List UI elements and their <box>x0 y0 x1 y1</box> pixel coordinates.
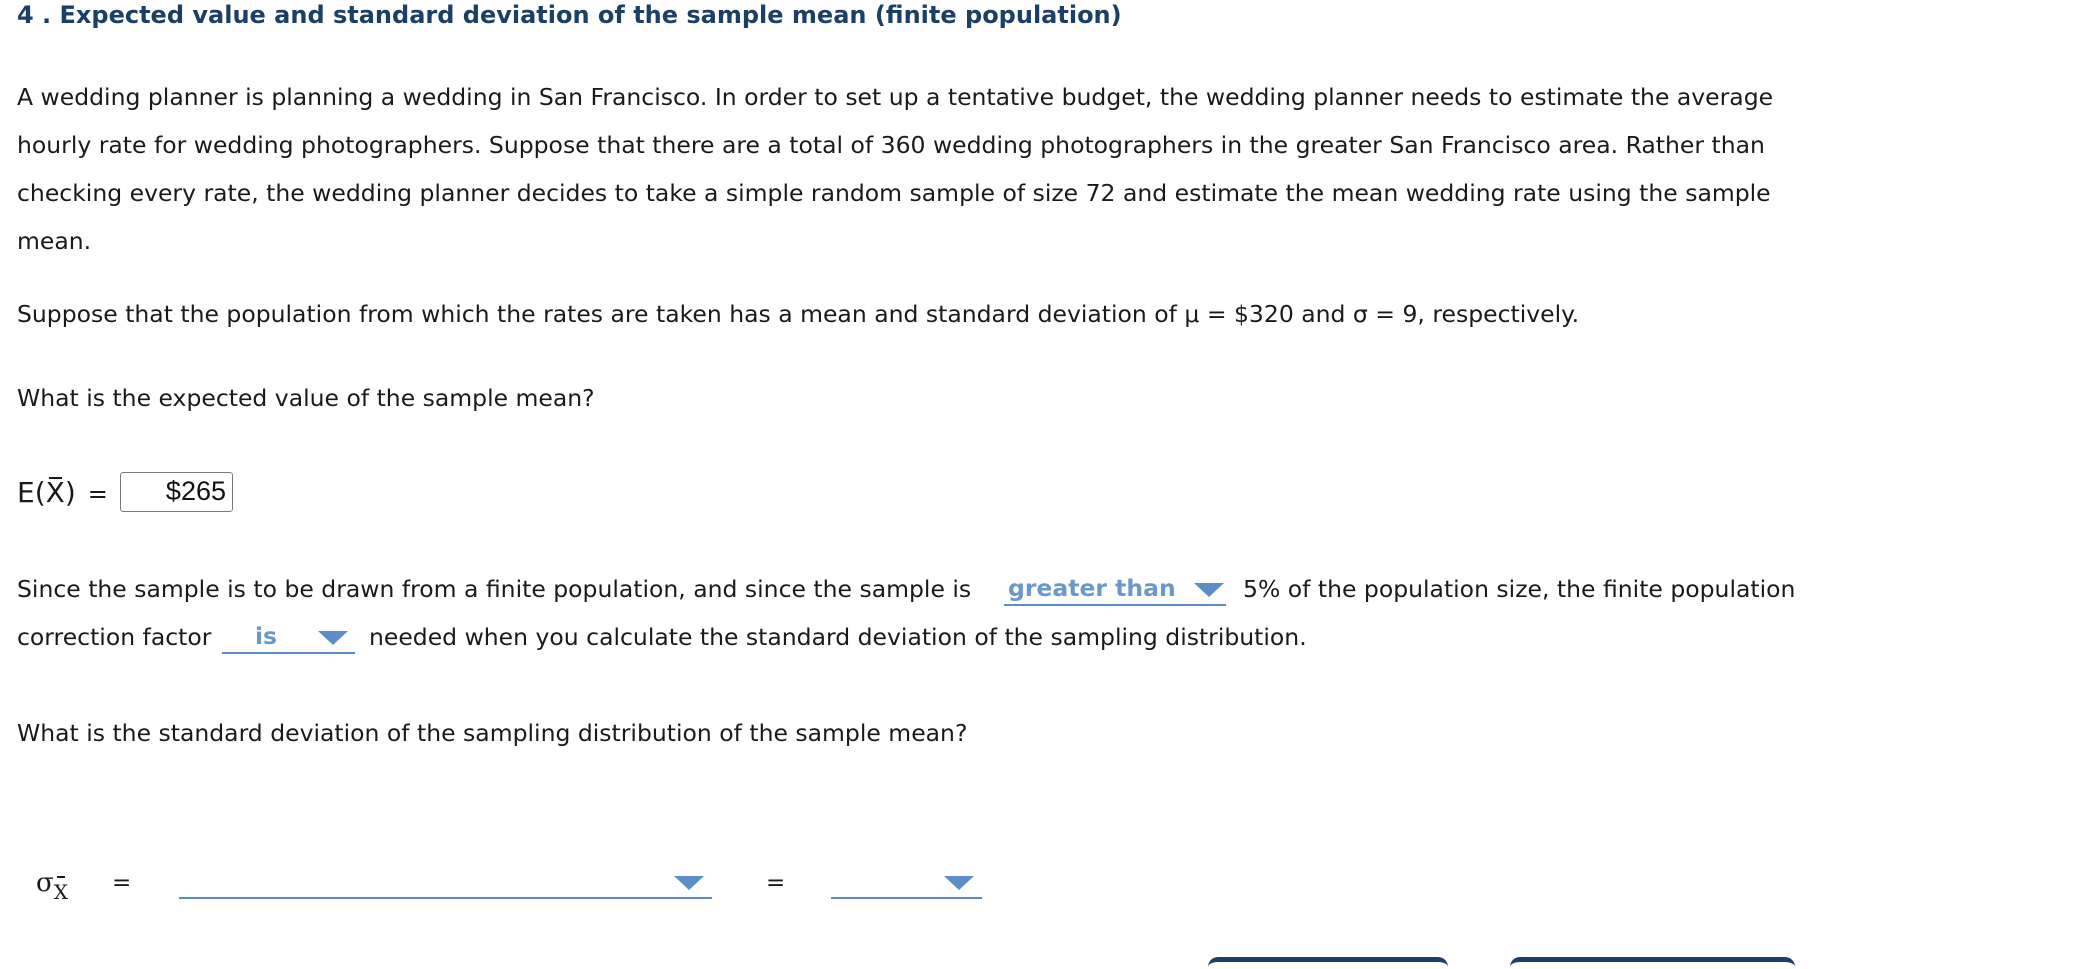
label-suffix: ) <box>64 476 76 509</box>
sigma-x-bar-label <box>36 866 68 904</box>
chevron-down-icon <box>1194 583 1224 597</box>
correction-factor-dropdown[interactable] <box>222 620 355 654</box>
question-intro <box>17 73 1847 265</box>
intro-line: mean. <box>17 227 92 255</box>
chevron-down-icon <box>318 631 348 645</box>
fpc-sentence-part2: 5% of the population size, the finite population <box>1243 575 1796 603</box>
fpc-sentence-part1: Since the sample is to be drawn from a finite population, and since the sample is <box>17 575 972 603</box>
sd-result-dropdown[interactable] <box>831 865 982 899</box>
action-button[interactable] <box>1208 957 1448 969</box>
action-button[interactable] <box>1510 957 1795 969</box>
x-bar-subscript: X <box>54 875 68 909</box>
expected-value-prompt: What is the expected value of the sample mean? <box>17 384 595 412</box>
fpc-sentence-part3: correction factor <box>17 623 212 651</box>
sd-formula-dropdown[interactable] <box>179 865 712 899</box>
sample-size-comparison-dropdown[interactable] <box>1004 572 1226 606</box>
expected-value-answer-field[interactable]: $265 <box>120 472 233 512</box>
chevron-down-icon <box>674 876 704 890</box>
x-bar-symbol: X <box>45 476 65 509</box>
question-title: 4 . Expected value and standard deviation of the sample mean (finite population) <box>17 1 1122 29</box>
chevron-down-icon <box>944 876 974 890</box>
equals-sign: = <box>112 870 132 896</box>
dropdown-selected-value: is <box>255 622 278 650</box>
sigma-symbol: σ <box>36 868 54 898</box>
population-parameters-text: Suppose that the population from which the rates are taken has a mean and standard deviation of μ = $320 and σ = 9, respectively. <box>17 300 1580 328</box>
dropdown-selected-value: greater than <box>1008 574 1176 602</box>
expected-value-label <box>17 476 108 511</box>
equals-sign: = <box>766 870 786 896</box>
intro-line: hourly rate for wedding photographers. Suppose that there are a total of 360 wedding photographers in the greater San Francisco area. Rather than <box>17 131 1765 159</box>
equals-sign: = <box>87 480 108 508</box>
fpc-sentence-part4: needed when you calculate the standard deviation of the sampling distribution. <box>369 623 1307 651</box>
intro-line: checking every rate, the wedding planner decides to take a simple random sample of size 72 and estimate the mean wedding rate using the sample <box>17 179 1771 207</box>
intro-line: A wedding planner is planning a wedding in San Francisco. In order to set up a tentative budget, the wedding planner needs to estimate the average <box>17 83 1774 111</box>
label-prefix: E( <box>17 476 46 509</box>
standard-deviation-prompt: What is the standard deviation of the sampling distribution of the sample mean? <box>17 719 968 747</box>
